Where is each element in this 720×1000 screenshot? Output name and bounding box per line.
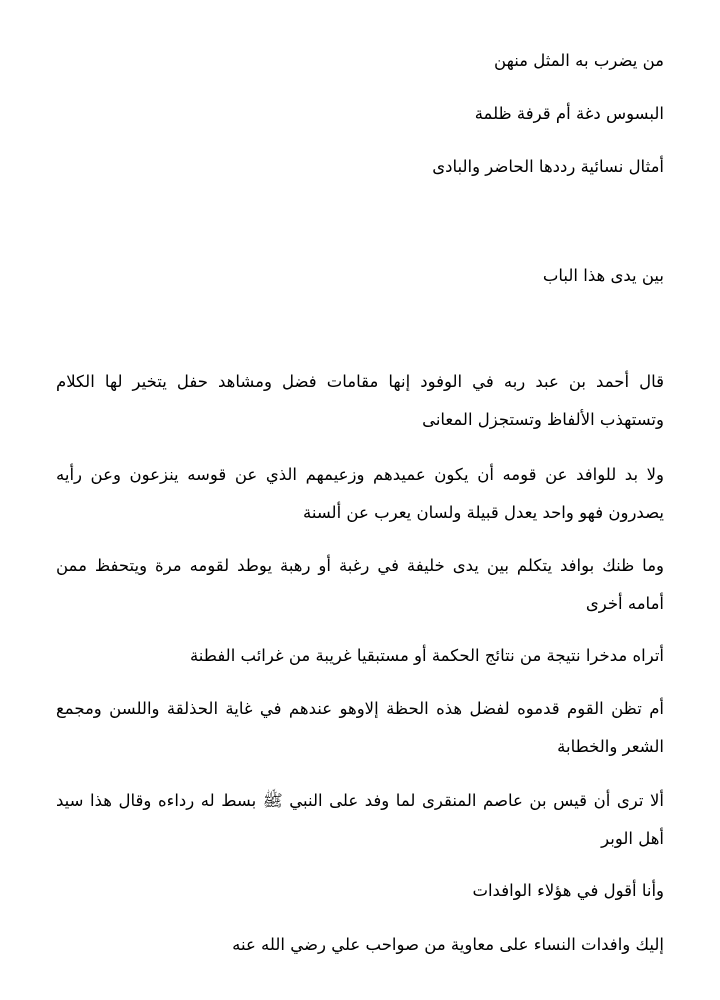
paragraph-delegate-leader: ولا بد للوافد عن قومه أن يكون عميدهم وزعيمهم الذي عن قوسه ينزعون وعن رأيه يصدرون فهو واحد يعدل قبيلة ولسان يعرب عن ألسنة [56,465,664,522]
paragraph-qays: ألا ترى أن قيس بن عاصم المنقرى لما وفد على النبي ﷺ بسط له رداءه وقال هذا سيد أهل الوبر [56,791,664,848]
paragraph-women-delegates: وأنا أقول في هؤلاء الوافدات [472,881,664,900]
paragraph-eloquence: أم تظن القوم قدموه لفضل هذه الحظة إلاوهو عندهم في غاية الحذلقة واللسن ومجمع الشعر والخطابة [56,699,664,756]
section-heading: بين يدى هذا الباب [542,266,664,285]
line-who-is-proverbial: من يضرب به المثل منهن [494,51,664,70]
paragraph-wisdom: أتراه مدخرا نتيجة من نتائج الحكمة أو مستبقيا غريبة من غرائب الفطنة [189,646,664,665]
line-names: البسوس دغة أم قرفة ظلمة [474,104,664,123]
paragraph-muawiya: إليك وافدات النساء على معاوية من صواحب علي رضي الله عنه [232,935,664,954]
paragraph-delegations: قال أحمد بن عبد ربه في الوفود إنها مقامات فضل ومشاهد حفل يتخير لها الكلام وتستهذب الألفاظ وتستجزل المعانى [56,372,664,429]
line-womens-proverbs: أمثال نسائية رددها الحاضر والبادى [432,157,664,176]
paragraph-caliph: وما ظنك بوافد يتكلم بين يدى خليفة في رغبة أو رهبة يوطد لقومه مرة ويتحفظ ممن أمامه أخرى [56,556,664,613]
